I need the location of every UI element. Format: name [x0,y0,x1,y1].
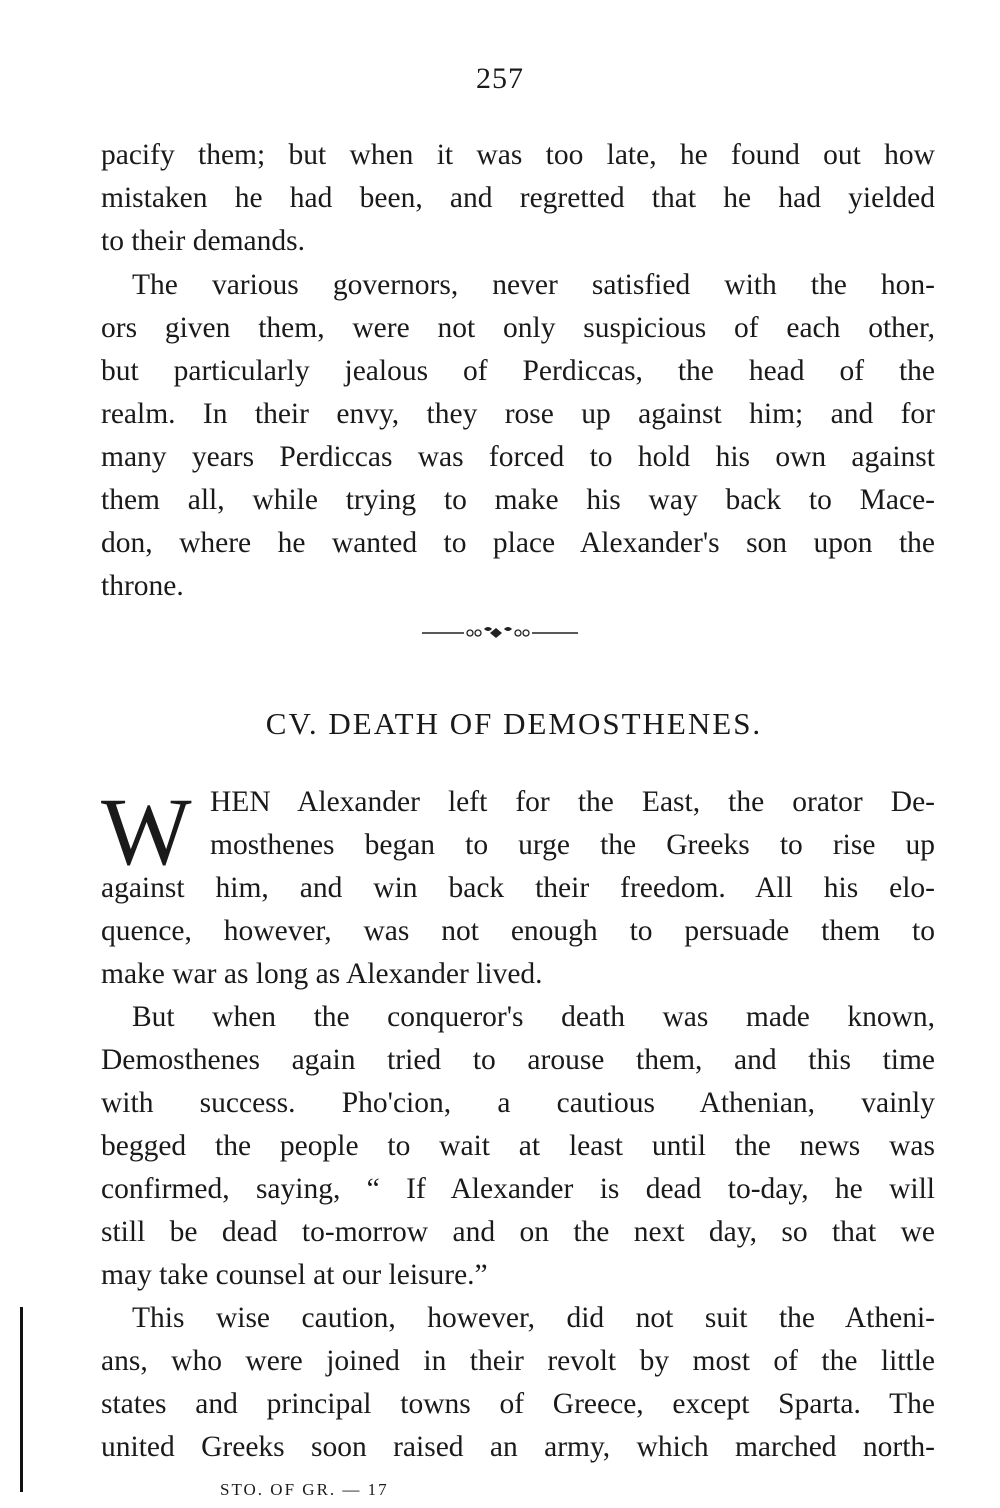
text-line: may take counsel at our leisure.” [101,1259,488,1291]
text-line: many years Perdiccas was forced to hold his own against [101,441,935,473]
text-line: but particularly jealous of Perdiccas, the head of the [101,355,935,387]
text-line: The various governors, never satisfied with the hon- [132,269,935,301]
drop-cap-lines [210,781,935,867]
text-line: to their demands. [101,225,305,257]
text-line: pacify them; but when it was too late, he found out how [101,139,935,171]
text-line: But when the conqueror's death was made known, [132,1001,935,1033]
ornament-divider-icon [0,622,1000,649]
text-line: make war as long as Alexander lived. [101,958,543,990]
text-line: realm. In their envy, they rose up against him; and for [101,398,935,430]
text-line: confirmed, saying, “ If Alexander is dead to-day, he will [101,1173,935,1205]
text-line: HEN Alexander left for the East, the orator De- [210,786,935,818]
text-line: against him, and win back their freedom. All his elo- [101,872,935,904]
text-line: states and principal towns of Greece, except Sparta. The [101,1388,935,1420]
continued-paragraph [101,134,935,263]
athenian-revolt-paragraph [101,1297,935,1469]
drop-cap: W [101,778,192,885]
signature-mark: STO. OF GR. — 17 [220,1480,389,1499]
chapter-heading: CV. DEATH OF DEMOSTHENES. [265,706,763,741]
text-line: don, where he wanted to place Alexander's son upon the [101,527,935,559]
text-line: still be dead to-morrow and on the next day, so that we [101,1216,935,1248]
text-line: ans, who were joined in their revolt by most of the little [101,1345,935,1377]
text-line: This wise caution, however, did not suit the Atheni- [132,1302,935,1334]
text-line: mistaken he had been, and regretted that he had yielded [101,182,935,214]
text-line: them all, while trying to make his way back to Mace- [101,484,935,516]
text-line: quence, however, was not enough to persuade them to [101,915,935,947]
text-line: mosthenes began to urge the Greeks to rise up [210,829,935,861]
text-line: ors given them, were not only suspicious of each other, [101,312,935,344]
margin-scan-line [20,1307,23,1492]
page-number: 257 [476,62,524,95]
conqueror-death-paragraph [101,996,935,1297]
text-line: united Greeks soon raised an army, which marched north- [101,1431,935,1463]
text-line: Demosthenes again tried to arouse them, and this time [101,1044,935,1076]
text-line: with success. Pho'cion, a cautious Athenian, vainly [101,1087,935,1119]
ornament-divider-graphic [420,622,580,644]
text-line: begged the people to wait at least until the news was [101,1130,935,1162]
opening-paragraph-continued [101,867,935,996]
text-line: throne. [101,570,184,602]
governors-paragraph [101,264,935,608]
